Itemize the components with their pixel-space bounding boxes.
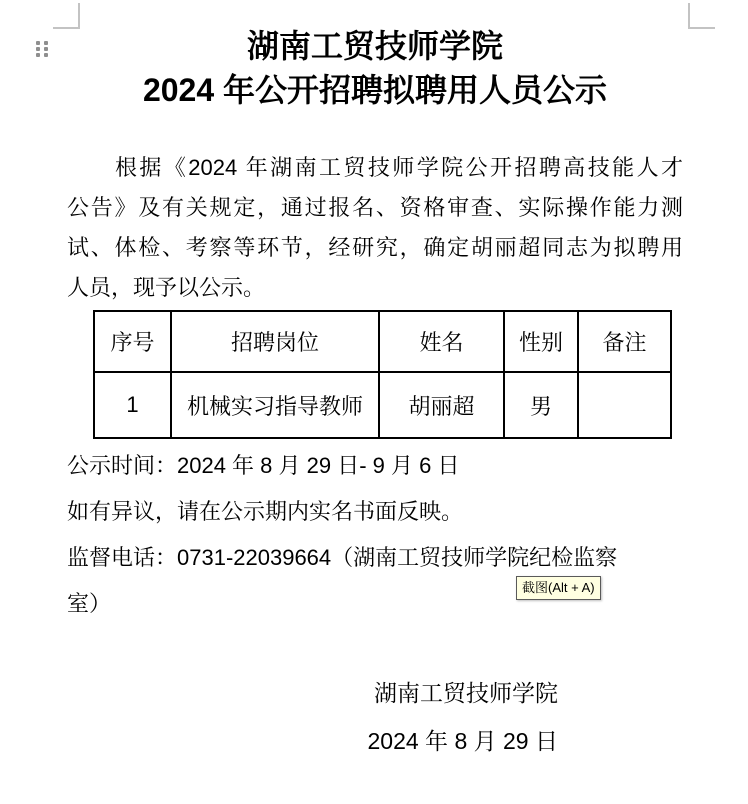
doc-title-line-2: 2024 年公开招聘拟聘用人员公示 (142, 72, 608, 108)
cell-gender: 男 (504, 372, 578, 438)
drag-handle-dot (36, 53, 40, 57)
table-row (94, 372, 671, 438)
notice-phone-wrap: 室） (67, 591, 112, 616)
cell-name: 胡丽超 (379, 372, 504, 438)
paragraph-line: 公告》及有关规定，通过报名、资格审查、实际操作能力测 (67, 195, 683, 220)
page-corner-marker-right-icon (688, 27, 715, 29)
signature-date: 2024 年 8 月 29 日 (367, 728, 558, 754)
drag-handle-dot (36, 47, 40, 51)
screenshot-tooltip: 截图(Alt + A) (516, 576, 601, 600)
col-header-remark: 备注 (578, 311, 671, 372)
page-corner-marker-left-icon (53, 27, 80, 29)
drag-handle-dot (44, 47, 48, 51)
col-header-gender: 性别 (504, 311, 578, 372)
paragraph-line: 根据《2024 年湖南工贸技师学院公开招聘高技能人才 (115, 155, 683, 180)
cell-remark (578, 372, 671, 438)
col-header-index: 序号 (94, 311, 171, 372)
notice-public-period: 公示时间：2024 年 8 月 29 日- 9 月 6 日 (67, 453, 460, 478)
signature-block (67, 669, 683, 765)
col-header-position: 招聘岗位 (171, 311, 379, 372)
signature-org: 湖南工贸技师学院 (374, 680, 558, 706)
doc-title-line-1: 湖南工贸技师学院 (246, 28, 503, 64)
drag-handle-icon[interactable] (36, 41, 48, 57)
col-header-name: 姓名 (379, 311, 504, 372)
drag-handle-dot (44, 41, 48, 45)
body-paragraph (67, 148, 683, 308)
page-corner-marker-left-icon (78, 3, 80, 29)
page-corner-marker-right-icon (688, 3, 690, 29)
paragraph-line: 人员，现予以公示。 (67, 275, 266, 300)
paragraph-line: 试、体检、考察等环节，经研究，确定胡丽超同志为拟聘用 (67, 235, 683, 260)
notice-phone: 监督电话：0731-22039664（湖南工贸技师学院纪检监察 (67, 545, 618, 570)
cell-position: 机械实习指导教师 (171, 372, 379, 438)
table-header-row (94, 311, 671, 372)
notice-objection: 如有异议，请在公示期内实名书面反映。 (67, 499, 464, 524)
drag-handle-dot (44, 53, 48, 57)
cell-index: 1 (94, 372, 171, 438)
candidates-table (93, 310, 672, 439)
drag-handle-dot (36, 41, 40, 45)
